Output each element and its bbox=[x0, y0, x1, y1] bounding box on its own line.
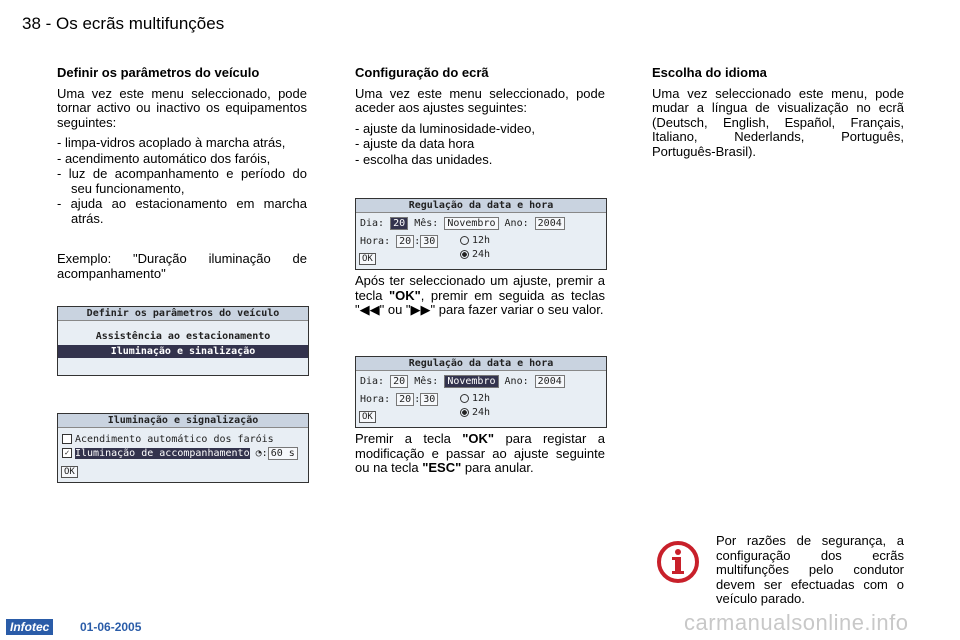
section-intro: Uma vez este menu seleccionado, pode tornar activo ou inactivo os equipamentos seguintes: bbox=[57, 85, 307, 130]
ok-button[interactable]: OK bbox=[359, 253, 376, 265]
format-label: 12h bbox=[472, 393, 491, 404]
time-row: Hora: 20 : 30 bbox=[360, 393, 438, 406]
ok-key-label: "OK" bbox=[388, 287, 421, 303]
date-row bbox=[360, 375, 565, 388]
info-warning-icon bbox=[656, 540, 700, 584]
duration-value[interactable]: 60 s bbox=[268, 447, 298, 460]
ok-key-label: "OK" bbox=[462, 431, 495, 446]
option-follow-me-home[interactable] bbox=[62, 447, 298, 460]
month-label: Mês: bbox=[414, 218, 439, 229]
equipment-list bbox=[57, 136, 307, 226]
format-12h[interactable] bbox=[460, 393, 490, 404]
month-field[interactable]: Novembro bbox=[444, 375, 498, 388]
radio-unselected[interactable] bbox=[460, 236, 469, 245]
format-24h[interactable] bbox=[460, 407, 490, 418]
section-heading: Escolha do idioma bbox=[652, 65, 767, 80]
format-label: 12h bbox=[472, 235, 491, 246]
list-item: - acendimento automático dos faróis, bbox=[57, 152, 307, 167]
date-time-screen-day bbox=[355, 198, 607, 270]
list-item: - limpa-vidros acoplado à marcha atrás, bbox=[57, 136, 307, 151]
radio-selected[interactable] bbox=[460, 250, 469, 259]
instruction-text: para registar a modificação e passar ao ajuste seguinte ou na tecla bbox=[355, 431, 605, 475]
esc-key-label: "ESC" bbox=[422, 460, 462, 475]
instruction-text: para anular. bbox=[461, 460, 534, 475]
checkbox-unchecked[interactable] bbox=[62, 434, 72, 444]
hour-field[interactable]: 20 bbox=[396, 393, 414, 406]
day-label: Dia: bbox=[360, 218, 385, 229]
adjust-instructions bbox=[355, 274, 605, 324]
menu-item-lighting[interactable]: Iluminação e sinalização bbox=[58, 345, 308, 358]
option-label: Iluminação de accompanhamento bbox=[75, 448, 250, 459]
section-text: Uma vez seleccionado este menu, pode mudar a língua de visualização no ecrã (Deutsch, English, Español, Français, Italiano, Nederlands, Português, Português-Brasil). bbox=[652, 85, 904, 159]
confirm-instructions bbox=[355, 432, 605, 482]
column-screen-config bbox=[355, 66, 605, 168]
radio-unselected[interactable] bbox=[460, 394, 469, 403]
instruction-text: , premir em seguida as teclas "◀◀" ou "▶▶" para fazer variar o seu valor. bbox=[355, 287, 606, 317]
list-item: - ajuste da luminosidade-video, bbox=[355, 122, 605, 137]
section-heading: Definir os parâmetros do veículo bbox=[57, 65, 260, 80]
day-field[interactable]: 20 bbox=[390, 375, 408, 388]
year-field[interactable]: 2004 bbox=[535, 217, 565, 230]
screen-title: Iluminação e signalização bbox=[58, 414, 308, 428]
list-item: - ajuste da data hora bbox=[355, 137, 605, 152]
day-field[interactable]: 20 bbox=[390, 217, 408, 230]
screen-title: Regulação da data e hora bbox=[356, 199, 606, 213]
hour-label: Hora: bbox=[360, 236, 391, 247]
format-12h[interactable] bbox=[460, 235, 490, 246]
option-label: Acendimento automático dos faróis bbox=[75, 434, 274, 445]
day-label: Dia: bbox=[360, 376, 385, 387]
menu-item-parking-assist[interactable]: Assistência ao estacionamento bbox=[95, 331, 271, 342]
hour-field[interactable]: 20 bbox=[396, 235, 414, 248]
ok-button[interactable]: OK bbox=[61, 466, 78, 478]
year-label: Ano: bbox=[504, 376, 529, 387]
instruction-paragraph bbox=[355, 432, 605, 476]
safety-warning: Por razões de segurança, a configuração dos ecrãs multifunções pelo condutor devem ser efectuadas com o veículo parado. bbox=[716, 533, 904, 606]
column-vehicle-parameters bbox=[57, 66, 307, 287]
date-row bbox=[360, 217, 565, 230]
hour-label: Hora: bbox=[360, 394, 391, 405]
year-label: Ano: bbox=[504, 218, 529, 229]
lighting-screen bbox=[57, 413, 309, 483]
watermark: carmanualsonline.info bbox=[684, 610, 909, 635]
settings-list bbox=[355, 122, 605, 168]
instruction-text: Premir a tecla bbox=[355, 431, 463, 446]
minute-field[interactable]: 30 bbox=[420, 235, 438, 248]
checkbox-checked[interactable]: ✓ bbox=[62, 448, 72, 458]
infotec-logo: Infotec bbox=[6, 619, 53, 635]
ok-button[interactable]: OK bbox=[359, 411, 376, 423]
list-item: - ajuda ao estacionamento em marcha atrás. bbox=[57, 197, 307, 226]
list-item: - luz de acompanhamento e período do seu funcionamento, bbox=[57, 167, 307, 196]
instruction-text: Após ter seleccionado um ajuste, premir a tecla bbox=[355, 273, 605, 303]
month-field[interactable]: Novembro bbox=[444, 217, 498, 230]
screen-title: Regulação da data e hora bbox=[356, 357, 606, 371]
timer-icon: ◔: bbox=[255, 448, 268, 459]
section-intro: Uma vez este menu seleccionado, pode aceder aos ajustes seguintes: bbox=[355, 85, 605, 115]
year-field[interactable]: 2004 bbox=[535, 375, 565, 388]
minute-field[interactable]: 30 bbox=[420, 393, 438, 406]
vehicle-parameters-screen bbox=[57, 306, 309, 376]
format-label: 24h bbox=[472, 407, 491, 418]
format-24h[interactable] bbox=[460, 249, 490, 260]
radio-selected[interactable] bbox=[460, 408, 469, 417]
page-title: 38 - Os ecrãs multifunções bbox=[22, 14, 225, 33]
list-item: - escolha das unidades. bbox=[355, 153, 605, 168]
section-heading: Configuração do ecrã bbox=[355, 65, 489, 80]
option-auto-headlights[interactable] bbox=[62, 434, 274, 445]
instruction-paragraph bbox=[355, 274, 605, 318]
month-label: Mês: bbox=[414, 376, 439, 387]
date-time-screen-month bbox=[355, 356, 607, 428]
example-text: Exemplo: "Duração iluminação de acompanhamento" bbox=[57, 251, 307, 281]
screen-title: Definir os parâmetros do veículo bbox=[58, 307, 308, 321]
format-label: 24h bbox=[472, 249, 491, 260]
time-row: Hora: 20 : 30 bbox=[360, 235, 438, 248]
column-language bbox=[652, 66, 904, 165]
publication-date: 01-06-2005 bbox=[80, 620, 142, 634]
